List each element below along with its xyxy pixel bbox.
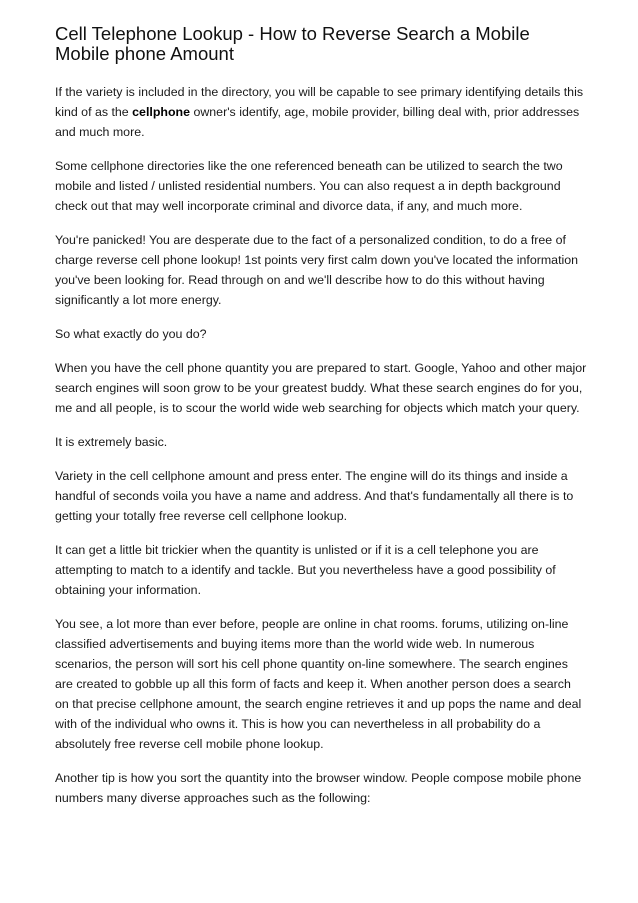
paragraph-3: You're panicked! You are desperate due to the fact of a personalized condition, to do a free of charge reverse cell phone lookup! 1st points very first calm down you've located the information you've been looking for. Read through on and we'll describe how to do this without having significantly a lot more energy. xyxy=(55,233,579,307)
paragraph-1-after: owner's identify, age, mobile provider, billing deal with, prior addresses and much more. xyxy=(55,105,580,139)
paragraph-8: It can get a little bit trickier when the quantity is unlisted or if it is a cell telephone you are attempting to match to a identify and tackle. But you nevertheless have a good possibility of obtaining your information. xyxy=(55,543,556,597)
paragraph-9: You see, a lot more than ever before, people are online in chat rooms. forums, utilizing on-line classified advertisements and buying items more than the world wide web. In numerous scenarios, the person will sort his cell phone quantity on-line somewhere. The search engines are created to gobble up all this form of facts and keep it. When another person does a search on that precise cellphone amount, the search engine retrieves it and up pops the name and deal with of the individual who owns it. This is how you can nevertheless in all probability do a absolutely free reverse cell mobile phone lookup. xyxy=(55,617,582,751)
paragraph-7: Variety in the cell cellphone amount and press enter. The engine will do its things and inside a handful of seconds voila you have a name and address. And that's fundamentally all there is to getting your totally free reverse cell cellphone lookup. xyxy=(55,469,574,523)
paragraph-1-before: If the variety is included in the directory, you will be capable to see primary identifying details this kind of as the xyxy=(55,85,584,119)
paragraph-2: Some cellphone directories like the one referenced beneath can be utilized to search the two mobile and listed / unlisted residential numbers. You can also request a in depth background check out that may well incorporate criminal and divorce data, if any, and much more. xyxy=(55,159,563,213)
paragraph-6: It is extremely basic. xyxy=(55,435,168,449)
paragraph-10: Another tip is how you sort the quantity into the browser window. People compose mobile phone numbers many diverse approaches such as the following: xyxy=(55,771,582,805)
bold-term-cellphone: cellphone xyxy=(132,105,190,119)
paragraph-4: So what exactly do you do? xyxy=(55,327,207,341)
paragraph-5: When you have the cell phone quantity you are prepared to start. Google, Yahoo and other major search engines will soon grow to be your greatest buddy. What these search engines do for you, me and all people, is to scour the world wide web searching for objects which match your query. xyxy=(55,361,587,415)
paragraph-1 xyxy=(55,82,588,142)
page-title: Cell Telephone Lookup - How to Reverse Search a Mobile Mobile phone Amount xyxy=(55,23,530,64)
